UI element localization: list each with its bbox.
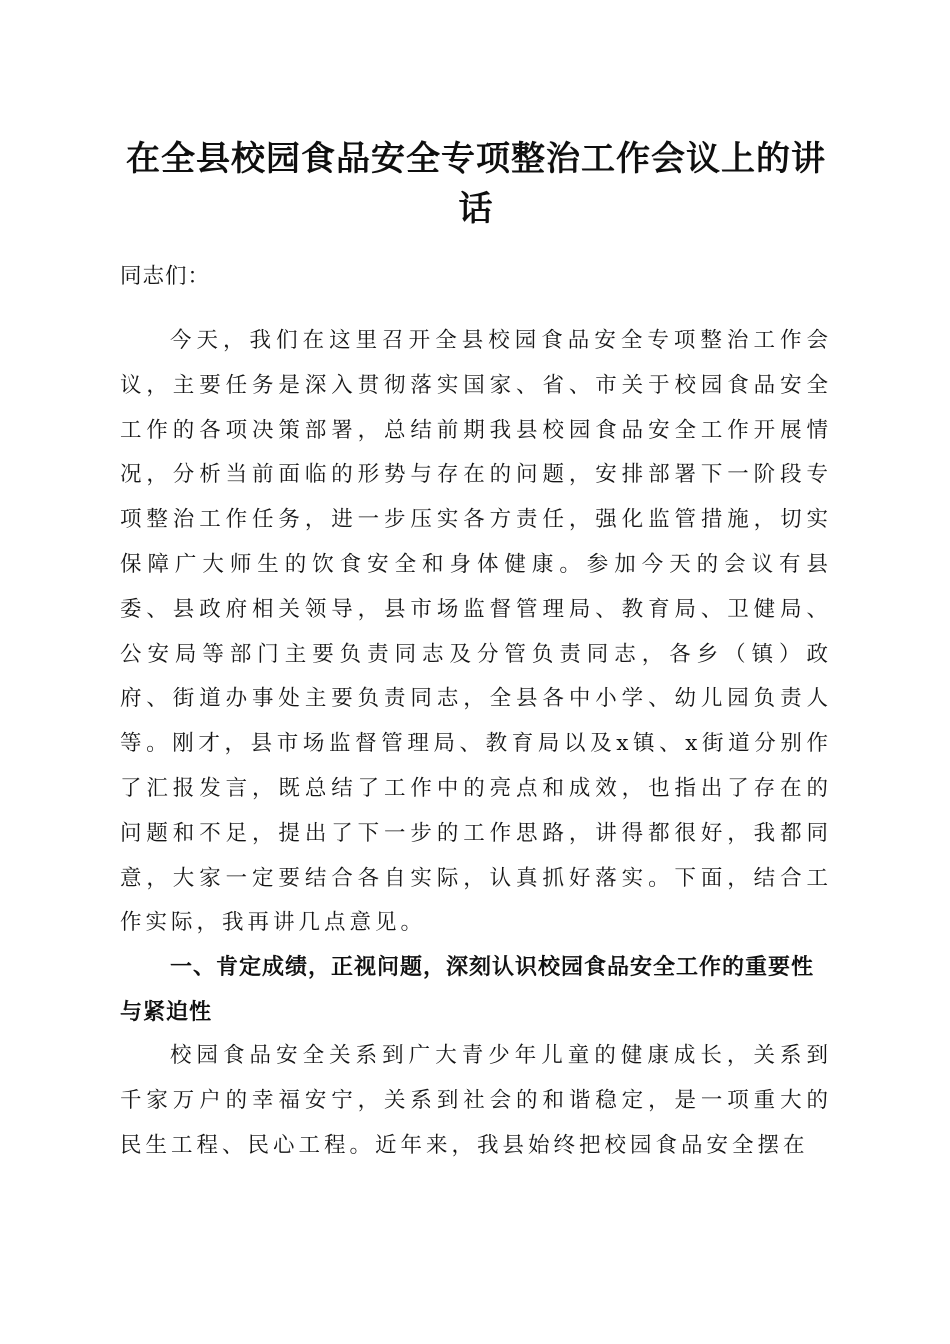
document-title: 在全县校园食品安全专项整治工作会议上的讲话 [126,139,826,229]
paragraph-opening: 今天，我们在这里召开全县校园食品安全专项整治工作会议，主要任务是深入贯彻落实国家、省、市关于校园食品安全工作的各项决策部署，总结前期我县校园食品安全工作开展情况，分析当前面临的形势与存在的问题，安排部署下一阶段专项整治工作任务，进一步压实各方责任，强化监管措施，切实保障广大师生的饮食安全和身体健康。参加今天的会议有县委、县政府相关领导，县市场监督管理局、教育局、卫健局、公安局等部门主要负责同志及分管负责同志，各乡（镇）政府、街道办事处主要负责同志，全县各中小学、幼儿园负责人等。刚才，县市场监督管理局、教育局以及x镇、x街道分别作了汇报发言，既总结了工作中的亮点和成效，也指出了存在的问题和不足，提出了下一步的工作思路，讲得都很好，我都同意，大家一定要结合各自实际，认真抓好落实。下面，结合工作实际，我再讲几点意见。 [120,328,832,936]
salutation: 同志们： [120,264,211,289]
paragraph-section-1: 校园食品安全关系到广大青少年儿童的健康成长，关系到千家万户的幸福安宁，关系到社会的和谐稳定，是一项重大的民生工程、民心工程。近年来，我县始终把校园食品安全摆在 [120,1043,832,1158]
section-heading-1: 一、肯定成绩，正视问题，深刻认识校园食品安全工作的重要性与紧迫性 [120,955,815,1025]
